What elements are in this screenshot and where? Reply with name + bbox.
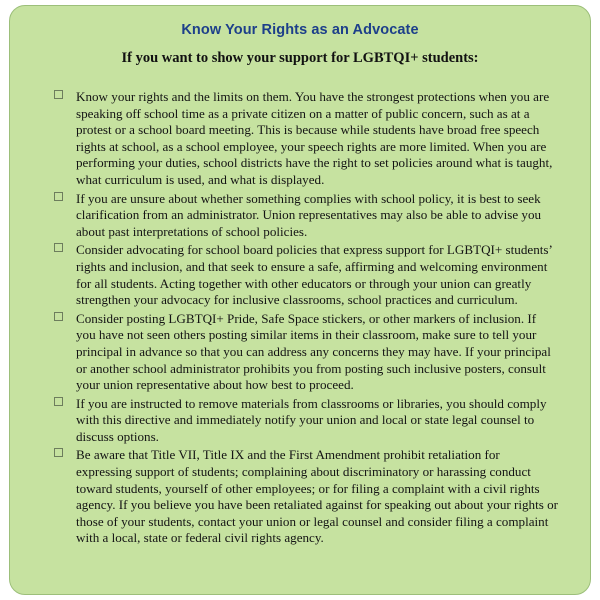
open-square-bullet-icon (54, 312, 63, 321)
list-item-text: Know your rights and the limits on them. You have the strongest protections when you are speaking off school time as a private citizen on a matter of public concern, such as at a protest or a school board meeting. This is because while students have broad free speech rights at school, as a school employee, your speech rights are more limited. When you are performing your duties, school districts have the right to set policies around what is taught, what curriculum is used, and what is displayed. (76, 89, 553, 187)
list-item (54, 447, 558, 547)
list-item-text: Consider posting LGBTQI+ Pride, Safe Space stickers, or other markers of inclusion. If you have not seen others posting similar items in their classroom, make sure to tell your principal in advance so that you can address any concerns they may have. If your principal or another school administrator prohibits you from posting such inclusive posters, consult your union representative about how best to proceed. (76, 310, 551, 393)
card-content (10, 6, 590, 559)
open-square-bullet-icon (54, 90, 63, 99)
list-item-text: If you are unsure about whether something complies with school policy, it is best to seek clarification from an administrator. Union representatives may also be able to advise you about past interpretations of school policies. (76, 190, 542, 239)
page-subtitle: If you want to show your support for LGBTQI+ students: (121, 50, 479, 66)
open-square-bullet-icon (54, 448, 63, 457)
know-your-rights-card (9, 5, 591, 595)
list-item-text: Be aware that Title VII, Title IX and the First Amendment prohibit retaliation for expressing support of students; complaining about discriminatory or harassing conduct toward students, yourself of other employees; or for filing a complaint with a civil rights agency. If you believe you have been retaliated against for speaking out about your rights or those of your students, contact your union or legal counsel and consider filing a complaint with a local, state or federal civil rights agency. (76, 447, 559, 546)
list-item-text: If you are instructed to remove materials from classrooms or libraries, you should comply with this directive and immediately notify your union and local or state legal counsel to discuss options. (76, 395, 547, 444)
open-square-bullet-icon (54, 192, 63, 201)
list-item-text: Consider advocating for school board policies that express support for LGBTQI+ students’ rights and inclusion, and that seek to ensure a safe, affirming and welcoming environment for all students. Acting together with other educators or through your union can greatly strengthen your advocacy for inclusive classrooms, school practices and curriculum. (76, 242, 552, 308)
open-square-bullet-icon (54, 397, 63, 406)
list-item (54, 242, 558, 308)
list-item (54, 311, 558, 394)
rights-list (36, 89, 564, 547)
open-square-bullet-icon (54, 243, 63, 252)
page-title: Know Your Rights as an Advocate (181, 22, 419, 38)
list-item (54, 191, 558, 241)
list-item (54, 89, 558, 189)
list-item (54, 396, 558, 446)
